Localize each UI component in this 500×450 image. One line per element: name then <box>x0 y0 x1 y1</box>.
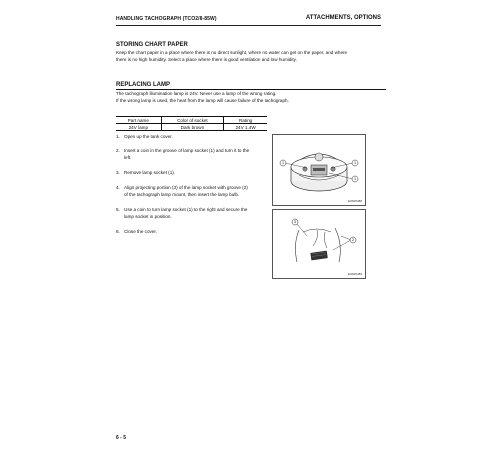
table-header-cell: Part name <box>116 117 161 124</box>
table-header-row <box>116 117 267 124</box>
list-item <box>116 147 276 161</box>
table-cell: 24V lamp <box>116 124 161 131</box>
step-number: 4. <box>116 185 120 190</box>
step-text: Close the cover. <box>124 229 157 234</box>
list-item <box>116 228 276 235</box>
table-row <box>116 124 267 131</box>
step-number: 1. <box>116 134 120 139</box>
step-text: Remove lamp socket (1). <box>124 170 176 175</box>
lamp-spec-table <box>116 116 267 131</box>
step-number: 5. <box>116 207 120 212</box>
storing-section-title: STORING CHART PAPER <box>116 42 188 48</box>
list-item <box>116 133 276 140</box>
table-cell: 24V 1.4W <box>224 124 267 131</box>
replacing-text-line-1: The tachograph illumination lamp is 24V. Never use a lamp of the wrong rating. <box>116 91 277 96</box>
step-text-cont: left. <box>124 155 132 160</box>
list-item <box>116 184 276 198</box>
table-cell: Dark brown <box>161 124 224 131</box>
callout-number: 3 <box>294 220 296 225</box>
callout-number: 1 <box>354 161 356 166</box>
table-header-cell: Color of socket <box>161 117 224 124</box>
list-item <box>116 169 276 176</box>
figure-code: E0S05489 <box>347 272 362 276</box>
step-text: Insert a coin in the groove of lamp socket (1) and turn it to the <box>124 148 250 153</box>
step-text: Align projecting portion (3) of the lamp socket with groove (2) <box>124 185 248 190</box>
lamp-bulb-illustration <box>273 210 365 278</box>
lamp-socket-figure <box>272 134 366 206</box>
storing-text-line-2: there is no high humidity. Select a place where there is good ventilation and low humidity. <box>116 57 297 62</box>
step-text-cont: lamp socket in position. <box>124 214 172 219</box>
header-rule <box>116 25 381 26</box>
step-text: Use a coin to turn lamp socket (1) to the right and secure the <box>124 207 248 212</box>
page-number: 6 - 5 <box>116 435 127 441</box>
lamp-bulb-figure <box>272 209 366 279</box>
replacing-text-line-2: If the wrong lamp is used, the heat from the lamp will cause failure of the tachograph. <box>116 98 289 103</box>
step-text: Open up the tank cover. <box>124 134 173 139</box>
header-chapter-title: ATTACHMENTS, OPTIONS <box>305 15 381 21</box>
table-header-cell: Rating <box>224 117 267 124</box>
step-number: 2. <box>116 148 120 153</box>
header-section-title: HANDLING TACHOGRAPH (TCO2/8-85W) <box>116 16 217 22</box>
list-item <box>116 206 276 220</box>
step-number: 6. <box>116 229 120 234</box>
replacing-section-title: REPLACING LAMP <box>116 82 170 88</box>
callout-number: 2 <box>352 238 354 243</box>
tachograph-illustration <box>273 135 365 205</box>
figure-code: E0S05488 <box>347 199 362 203</box>
storing-text-line-1: Keep the chart paper in a place where there is no direct sunlight, where no water can get on the paper, and where <box>116 50 348 55</box>
step-number: 3. <box>116 170 120 175</box>
callout-number: 1 <box>354 177 356 182</box>
callout-number: 1 <box>282 161 284 166</box>
step-text-cont: of the tachograph lamp mount, then insert the lamp bulb. <box>124 192 240 197</box>
